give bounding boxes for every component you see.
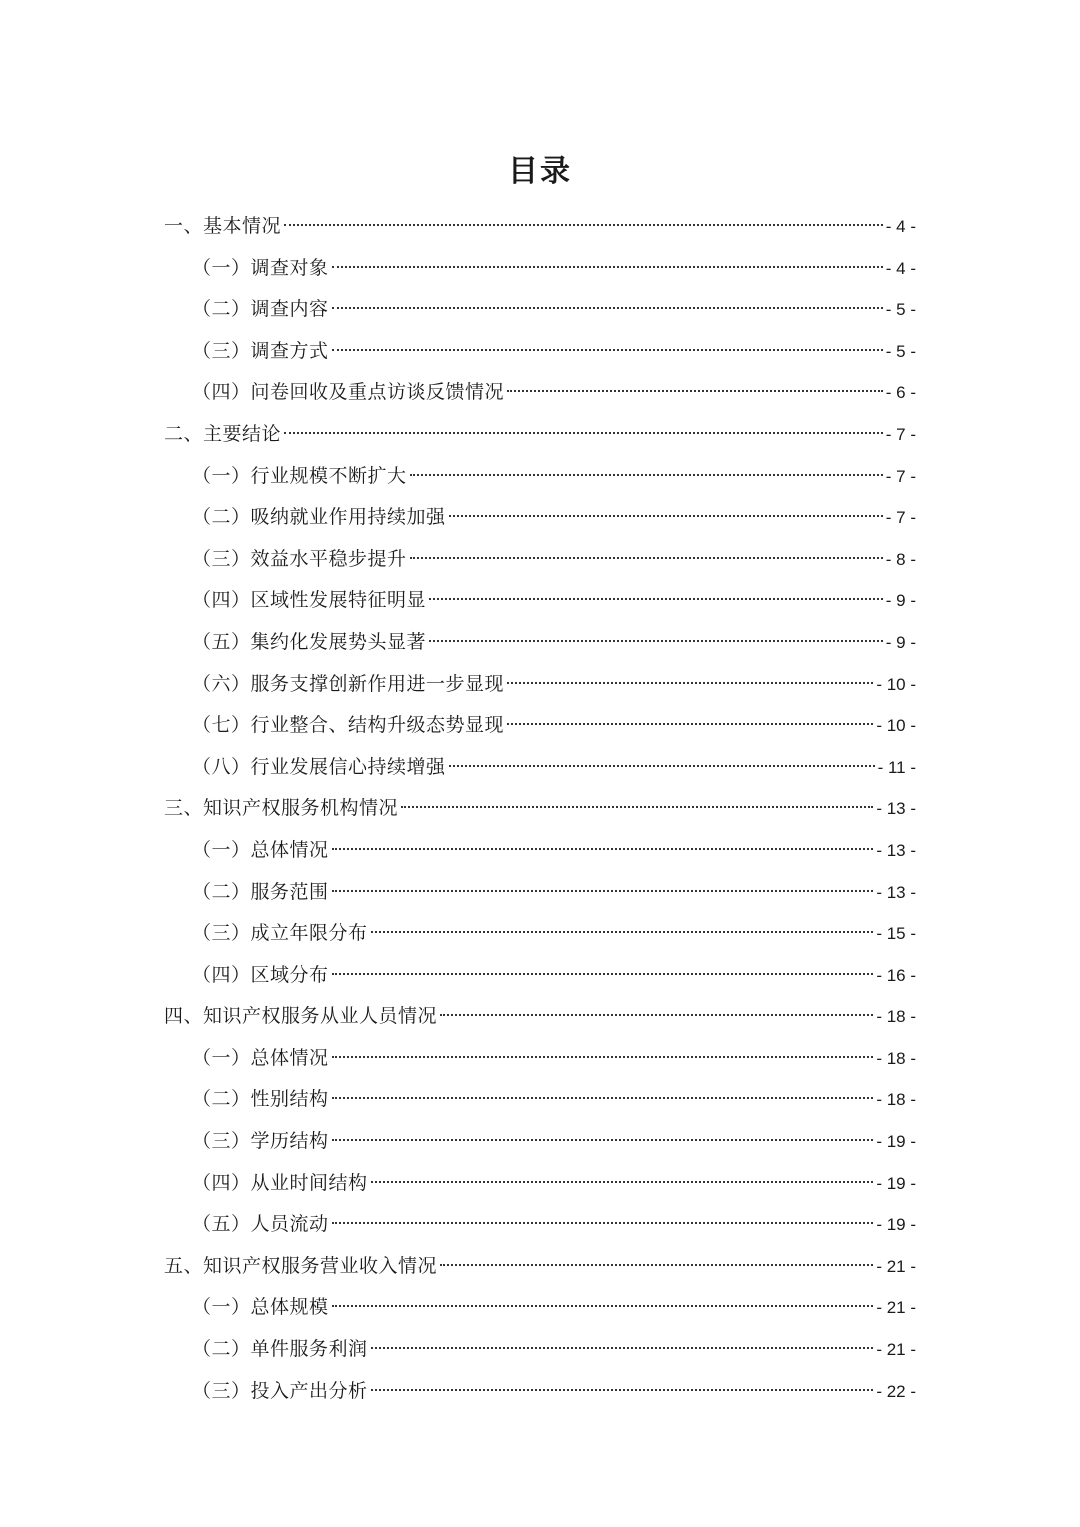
toc-page-number: - 18 - [876, 1090, 916, 1110]
toc-dot-leader [440, 1264, 873, 1266]
toc-subsection-entry[interactable] [164, 1287, 916, 1329]
toc-page-number: - 18 - [876, 1007, 916, 1027]
toc-subsection-entry[interactable] [164, 1121, 916, 1163]
toc-page-number: - 4 - [885, 217, 916, 236]
toc-page-number: - 13 - [876, 882, 916, 902]
toc-subsection-entry[interactable] [164, 955, 916, 997]
toc-entry-label: 四、知识产权服务从业人员情况 [164, 1005, 438, 1028]
toc-subsection-entry[interactable] [164, 497, 916, 539]
toc-dot-leader [410, 474, 883, 476]
toc-dot-leader [284, 224, 883, 226]
toc-page-number: - 4 - [885, 258, 916, 278]
toc-page-number: - 13 - [876, 840, 916, 860]
toc-subsection-entry[interactable] [164, 664, 916, 706]
toc-dot-leader [371, 1181, 874, 1183]
toc-entry-label: （二）服务范围 [192, 880, 329, 903]
toc-subsection-entry[interactable] [164, 1038, 916, 1080]
toc-entry-label: （四）区域分布 [192, 963, 329, 986]
toc-subsection-entry[interactable] [164, 372, 916, 414]
toc-dot-leader [332, 266, 883, 268]
toc-page-number: - 5 - [885, 300, 916, 320]
toc-dot-leader [371, 931, 874, 933]
toc-subsection-entry[interactable] [164, 248, 916, 290]
toc-entry-label: （一）调查对象 [192, 256, 329, 279]
toc-section-entry[interactable] [164, 996, 916, 1038]
toc-dot-leader [449, 765, 875, 767]
toc-entry-label: 三、知识产权服务机构情况 [164, 797, 399, 820]
toc-page-number: - 8 - [885, 549, 916, 569]
toc-entry-label: （一）总体情况 [192, 1046, 329, 1069]
toc-section-entry[interactable] [164, 788, 916, 830]
toc-page-number: - 5 - [885, 341, 916, 361]
toc-page-number: - 21 - [876, 1256, 916, 1276]
toc-entry-label: 一、基本情况 [164, 215, 282, 237]
toc-subsection-entry[interactable] [164, 622, 916, 664]
toc-entry-label: （四）区域性发展特征明显 [192, 589, 427, 612]
toc-section-entry[interactable] [164, 1246, 916, 1288]
toc-entry-label: （一）总体情况 [192, 838, 329, 861]
toc-section-entry[interactable] [164, 414, 916, 456]
toc-subsection-entry[interactable] [164, 872, 916, 914]
toc-subsection-entry[interactable] [164, 580, 916, 622]
toc-subsection-entry[interactable] [164, 705, 916, 747]
toc-entry-label: （七）行业整合、结构升级态势显现 [192, 714, 505, 737]
toc-dot-leader [332, 973, 874, 975]
toc-page-number: - 21 - [876, 1340, 916, 1360]
toc-page-number: - 9 - [885, 632, 916, 652]
toc-dot-leader [507, 682, 873, 684]
toc-dot-leader [332, 890, 874, 892]
toc-entry-label: 五、知识产权服务营业收入情况 [164, 1254, 438, 1277]
toc-entry-label: （三）学历结构 [192, 1130, 329, 1153]
toc-dot-leader [440, 1014, 873, 1016]
toc-dot-leader [429, 598, 883, 600]
toc-page-number: - 19 - [876, 1173, 916, 1193]
toc-subsection-entry[interactable] [164, 331, 916, 373]
toc-dot-leader [332, 1097, 874, 1099]
toc-entry-label: （三）效益水平稳步提升 [192, 547, 407, 570]
toc-page-number: - 22 - [876, 1381, 916, 1401]
toc-entry-label: （二）吸纳就业作用持续加强 [192, 506, 446, 529]
page-title: 目录 [508, 154, 572, 189]
toc-dot-leader [401, 806, 873, 808]
toc-dot-leader [332, 349, 883, 351]
toc-subsection-entry[interactable] [164, 539, 916, 581]
toc-list [164, 206, 916, 1412]
toc-entry-label: （八）行业发展信心持续增强 [192, 755, 446, 778]
toc-dot-leader [332, 1222, 874, 1224]
toc-page-number: - 15 - [876, 924, 916, 944]
toc-dot-leader [371, 1347, 874, 1349]
toc-entry-label: （二）调查内容 [192, 298, 329, 321]
toc-entry-label: （一）行业规模不断扩大 [192, 464, 407, 487]
toc-page-number: - 21 - [876, 1298, 916, 1318]
toc-entry-label: （五）集约化发展势头显著 [192, 630, 427, 653]
toc-dot-leader [284, 432, 883, 434]
toc-page-number: - 7 - [885, 424, 916, 444]
toc-section-entry[interactable] [164, 206, 916, 248]
toc-page-number: - 7 - [885, 508, 916, 528]
toc-dot-leader [332, 1305, 874, 1307]
toc-entry-label: （三）成立年限分布 [192, 922, 368, 945]
toc-subsection-entry[interactable] [164, 289, 916, 331]
toc-dot-leader [507, 390, 883, 392]
toc-page-number: - 6 - [885, 383, 916, 403]
toc-entry-label: （四）问卷回收及重点访谈反馈情况 [192, 381, 505, 404]
toc-subsection-entry[interactable] [164, 456, 916, 498]
toc-entry-label: （三）调查方式 [192, 339, 329, 362]
toc-entry-label: （一）总体规模 [192, 1296, 329, 1319]
toc-subsection-entry[interactable] [164, 747, 916, 789]
toc-entry-label: （四）从业时间结构 [192, 1171, 368, 1194]
toc-dot-leader [507, 723, 873, 725]
toc-subsection-entry[interactable] [164, 913, 916, 955]
toc-entry-label: （二）性别结构 [192, 1088, 329, 1111]
toc-dot-leader [332, 1056, 874, 1058]
toc-entry-label: （六）服务支撑创新作用进一步显现 [192, 672, 505, 695]
toc-entry-label: （五）人员流动 [192, 1213, 329, 1236]
toc-subsection-entry[interactable] [164, 1163, 916, 1205]
toc-page-number: - 19 - [876, 1215, 916, 1235]
toc-dot-leader [410, 557, 883, 559]
toc-dot-leader [371, 1389, 874, 1391]
toc-subsection-entry[interactable] [164, 1329, 916, 1371]
toc-page-number: - 9 - [885, 591, 916, 611]
toc-entry-label: 二、主要结论 [164, 422, 282, 445]
toc-subsection-entry[interactable] [164, 1371, 916, 1413]
toc-page-number: - 10 - [876, 716, 916, 736]
toc-page-number: - 13 - [876, 799, 916, 819]
toc-subsection-entry[interactable] [164, 1204, 916, 1246]
toc-subsection-entry[interactable] [164, 1079, 916, 1121]
toc-dot-leader [332, 848, 874, 850]
toc-page-number: - 19 - [876, 1132, 916, 1152]
toc-page-number: - 11 - [877, 757, 916, 777]
toc-dot-leader [449, 515, 883, 517]
toc-entry-label: （三）投入产出分析 [192, 1379, 368, 1402]
toc-page-number: - 18 - [876, 1048, 916, 1068]
toc-entry-label: （二）单件服务利润 [192, 1338, 368, 1361]
toc-subsection-entry[interactable] [164, 830, 916, 872]
toc-dot-leader [332, 1139, 874, 1141]
toc-page-number: - 7 - [885, 466, 916, 486]
toc-dot-leader [429, 640, 883, 642]
toc-dot-leader [332, 307, 883, 309]
toc-page-number: - 10 - [876, 674, 916, 694]
toc-page-number: - 16 - [876, 965, 916, 985]
